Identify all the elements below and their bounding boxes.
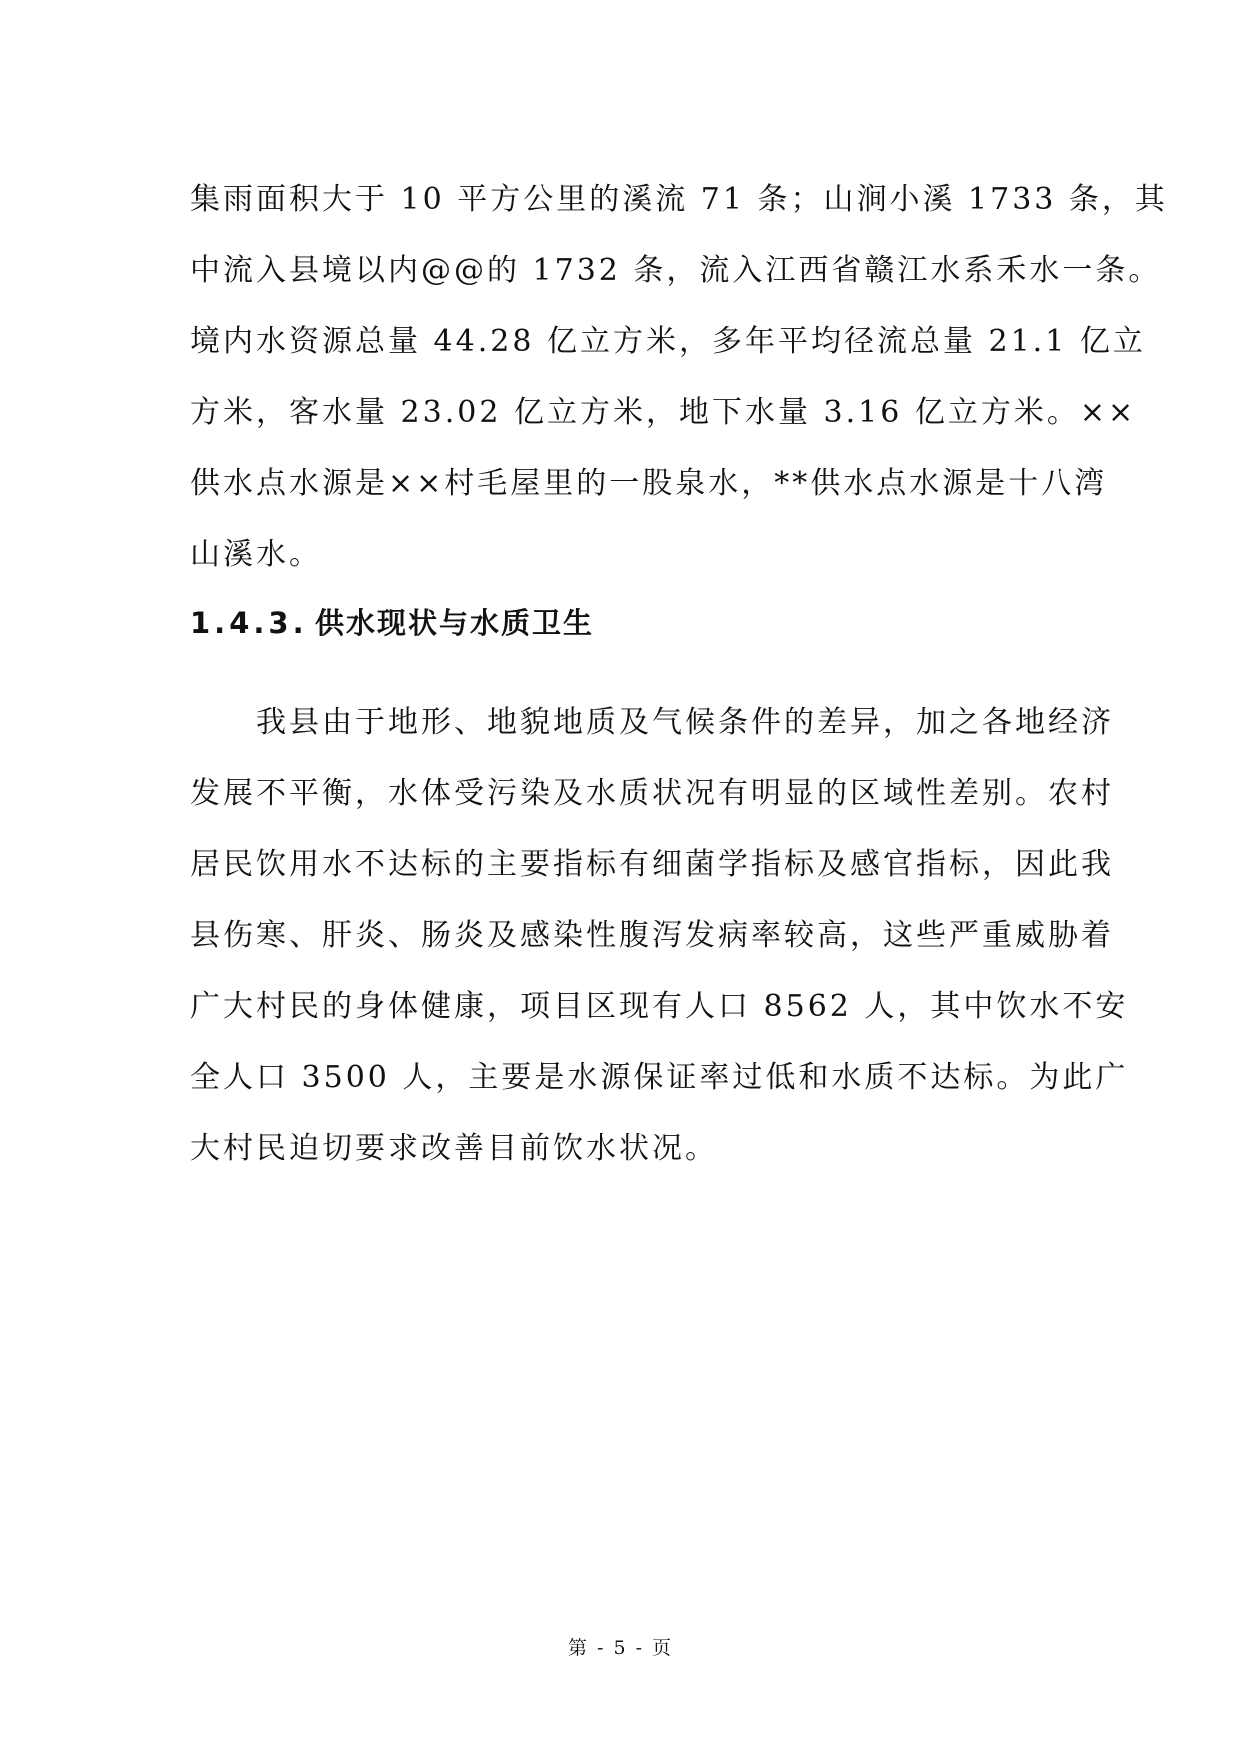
text-line: 境内水资源总量 44.28 亿立方米，多年平均径流总量 21.1 亿立 [190, 324, 1146, 359]
text-line: 发展不平衡，水体受污染及水质状况有明显的区域性差别。农村 [190, 776, 1114, 811]
text-line: 大村民迫切要求改善目前饮水状况。 [190, 1131, 718, 1166]
text-line: 方米，客水量 23.02 亿立方米，地下水量 3.16 亿立方米。×× [190, 395, 1137, 430]
text-line: 山溪水。 [190, 537, 322, 572]
section-number: 1.4.3. [190, 606, 308, 640]
section-title: 供水现状与水质卫生 [315, 606, 595, 640]
text-line: 居民饮用水不达标的主要指标有细菌学指标及感官指标，因此我 [190, 847, 1114, 882]
text-line: 我县由于地形、地貌地质及气候条件的差异，加之各地经济 [190, 705, 1114, 740]
text-line: 县伤寒、肝炎、肠炎及感染性腹泻发病率较高，这些严重威胁着 [190, 918, 1114, 953]
text-line: 供水点水源是××村毛屋里的一股泉水，**供水点水源是十八湾 [190, 466, 1108, 501]
text-line: 集雨面积大于 10 平方公里的溪流 71 条；山涧小溪 1733 条，其 [190, 182, 1168, 217]
page-number: 第 - 5 - 页 [567, 1637, 674, 1659]
text-line: 广大村民的身体健康，项目区现有人口 8562 人，其中饮水不安 [190, 989, 1129, 1024]
section-heading [190, 603, 594, 643]
text-line: 中流入县境以内@@的 1732 条，流入江西省赣江水系禾水一条。 [190, 253, 1162, 288]
text-line: 全人口 3500 人，主要是水源保证率过低和水质不达标。为此广 [190, 1060, 1129, 1095]
